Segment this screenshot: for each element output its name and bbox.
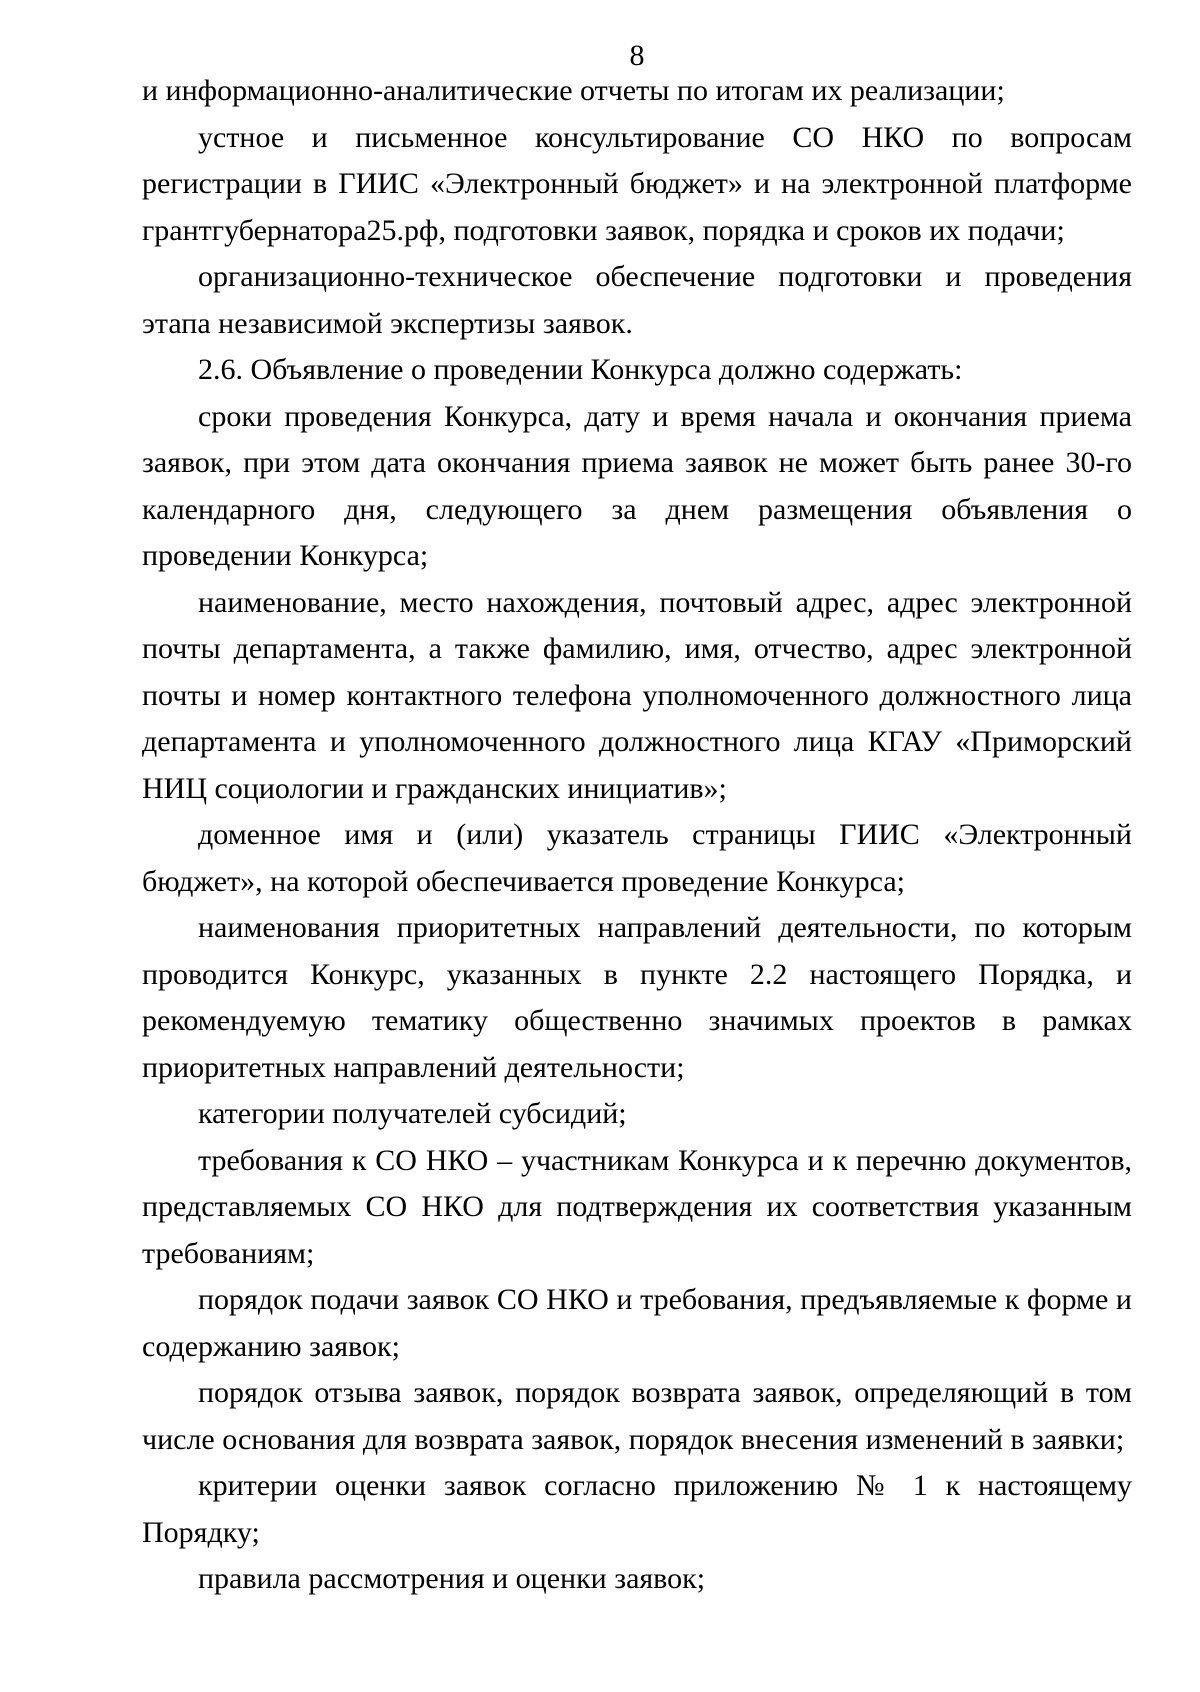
page-number: 8 [629, 39, 645, 72]
paragraph-reports: и информационно-аналитические отчеты по итогам их реализации; [142, 74, 1005, 107]
paragraph-review-rules: правила рассмотрения и оценки заявок; [198, 1562, 706, 1595]
paragraph-consulting: устное и письменное консультирование СО НКО по вопросам регистрации в ГИИС «Электронный бюджет» и на электронной платформе грантгубернатора25.рф, подготовки заявок, порядка и сроков их подачи; [142, 120, 1132, 247]
paragraph-department-contacts: наименование, место нахождения, почтовый адрес, адрес электронной почты департамента, а также фамилию, имя, отчество, адрес электронной почты и номер контактного телефона уполномоченного должностного лица департамента и уполномоченного должностного лица КГАУ «Приморский НИЦ социологии и гражданских инициатив»; [142, 585, 1132, 805]
paragraph-domain-name: доменное имя и (или) указатель страницы ГИИС «Электронный бюджет», на которой обеспечивается проведение Конкурса; [142, 818, 1132, 898]
paragraph-requirements: требования к СО НКО – участникам Конкурса и к перечню документов, представляемых СО НКО для подтверждения их соответствия указанным требованиям; [142, 1143, 1132, 1270]
paragraph-announcement-heading: 2.6. Объявление о проведении Конкурса должно содержать: [198, 353, 963, 386]
paragraph-technical-support: организационно-техническое обеспечение подготовки и проведения этапа независимой экспертизы заявок. [142, 260, 1132, 340]
paragraph-priority-directions: наименования приоритетных направлений деятельности, по которым проводится Конкурс, указанных в пункте 2.2 настоящего Порядка, и рекомендуемую тематику общественно значимых проектов в рамках приоритетных направлений деятельности; [142, 911, 1132, 1084]
paragraph-evaluation-criteria: критерии оценки заявок согласно приложению № 1 к настоящему Порядку; [142, 1469, 1132, 1549]
paragraph-submission-order: порядок подачи заявок СО НКО и требования, предъявляемые к форме и содержанию заявок; [142, 1283, 1132, 1363]
paragraph-withdrawal-order: порядок отзыва заявок, порядок возврата заявок, определяющий в том числе основания для возврата заявок, порядок внесения изменений в заявки; [142, 1376, 1132, 1456]
paragraph-deadlines: сроки проведения Конкурса, дату и время начала и окончания приема заявок, при этом дата окончания приема заявок не может быть ранее 30-го календарного дня, следующего за днем размещения объявления о проведении Конкурса; [142, 399, 1132, 572]
paragraph-recipient-categories: категории получателей субсидий; [198, 1097, 627, 1130]
document-page [142, 36, 1132, 1603]
